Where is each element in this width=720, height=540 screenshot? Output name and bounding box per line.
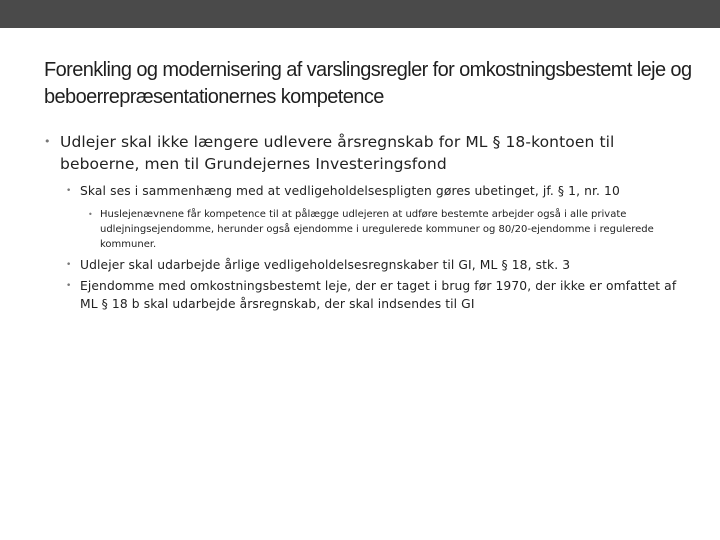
list-item <box>66 182 684 200</box>
list-item-text: Udlejer skal ikke længere udlevere årsregnskab for ML § 18-kontoen til beboerne, men til Grundejernes Investeringsfond <box>60 133 615 173</box>
bullet-icon: • <box>44 135 51 148</box>
bullet-icon: • <box>66 186 72 196</box>
list-item <box>88 207 684 252</box>
list-item <box>66 256 684 274</box>
list-item-text: Skal ses i sammenhæng med at vedligeholdelsespligten gøres ubetinget, jf. § 1, nr. 10 <box>80 184 620 198</box>
bullet-icon: • <box>66 281 72 291</box>
top-bar <box>0 0 720 28</box>
list-item-text: Huslejenævnene får kompetence til at pålægge udlejeren at udføre bestemte arbejder også i alle private udlejningsejendomme, herunder også ejendomme i uregulerede kommuner og 80/20-ejendomme i regulerede kommuner. <box>100 209 654 250</box>
slide-title: Forenkling og modernisering af varslingsregler for omkostningsbestemt leje og beboerrepræsentationernes kompetence <box>44 59 692 108</box>
list-item <box>44 131 684 175</box>
bullet-icon: • <box>66 260 72 270</box>
list-item-text: Ejendomme med omkostningsbestemt leje, der er taget i brug før 1970, der ikke er omfattet af ML § 18 b skal udarbejde årsregnskab, der skal indsendes til GI <box>80 279 677 311</box>
list-item-text: Udlejer skal udarbejde årlige vedligeholdelsesregnskaber til GI, ML § 18, stk. 3 <box>80 258 571 272</box>
list-item <box>66 277 684 313</box>
bullet-icon: • <box>88 210 93 219</box>
bullet-list <box>44 131 684 313</box>
